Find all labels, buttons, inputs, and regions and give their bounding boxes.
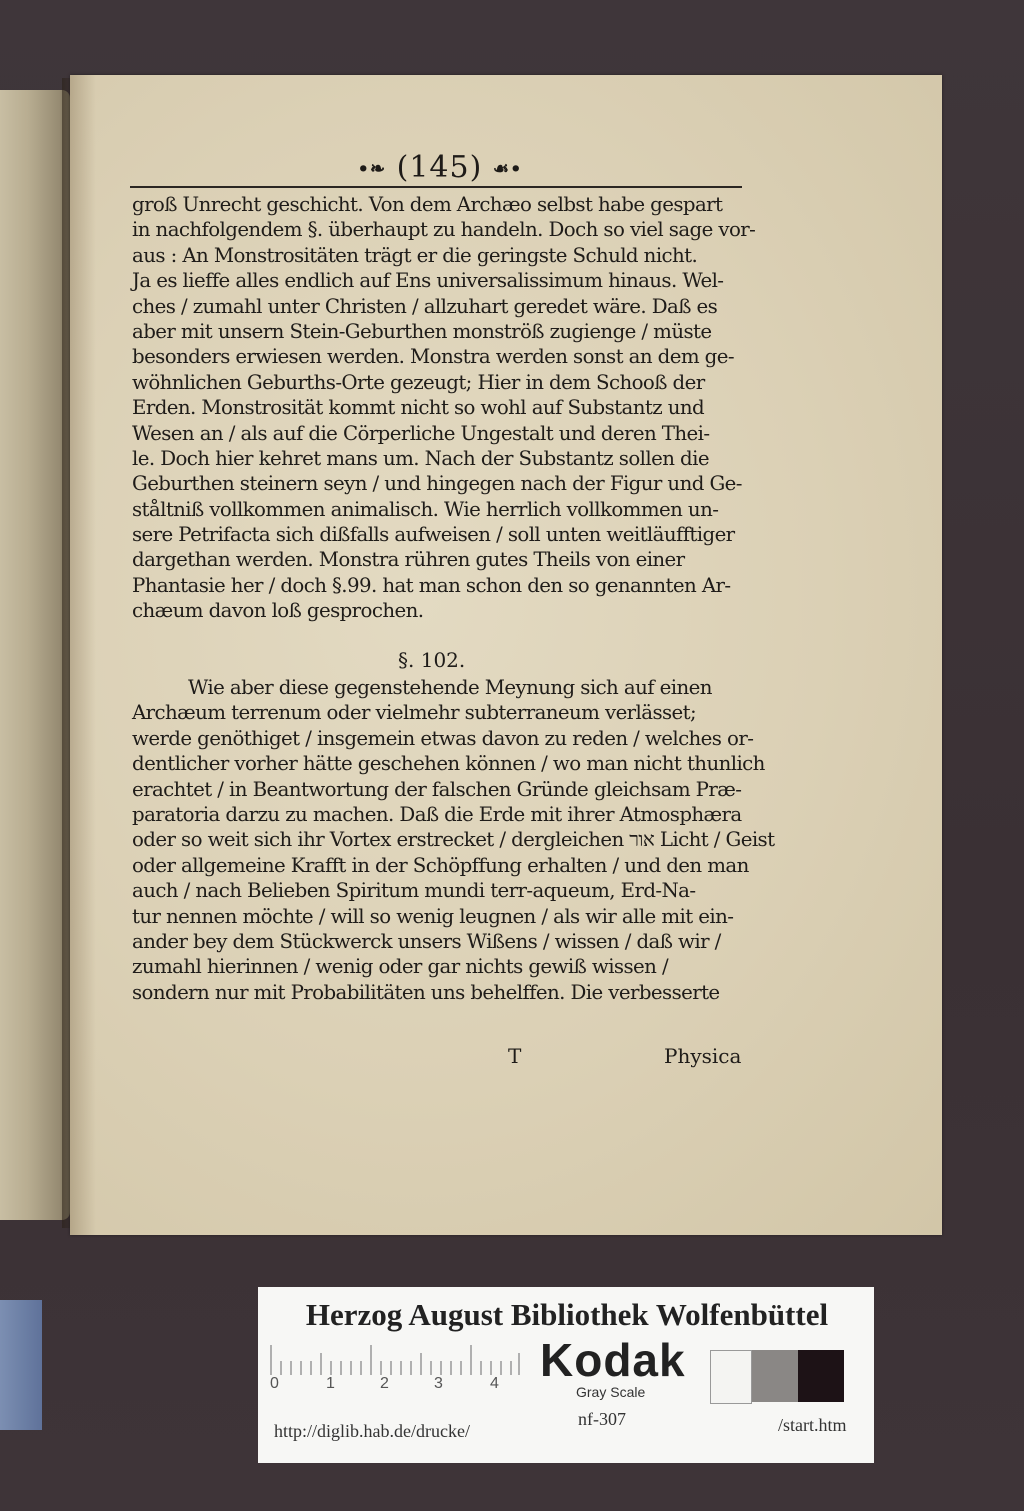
ruler-number: 0 <box>270 1375 279 1392</box>
text-block-2 <box>132 675 775 1005</box>
text-line: sere Petrifacta sich dißfalls aufweisen / soll unten weitläufftiger <box>132 523 735 547</box>
header-ornament-left: •❧ <box>357 158 387 180</box>
swatch-black <box>798 1350 844 1402</box>
text-line: Phantasie her / doch §.99. hat man schon den so genannten Ar- <box>132 573 731 597</box>
swatch-white <box>710 1350 752 1404</box>
kodak-logo: Kodak <box>540 1334 686 1386</box>
library-label-card <box>258 1287 874 1463</box>
signature-mark: T <box>508 1044 522 1068</box>
ruler-number: 1 <box>326 1375 335 1392</box>
text-line: zumahl hierinnen / wenig oder gar nichts gewiß wissen / <box>132 955 669 979</box>
text-line: tur nennen möchte / will so wenig leugnen / als wir alle mit ein- <box>132 904 734 928</box>
text-line: erachtet / in Beantwortung der falschen Gründe gleichsam Præ- <box>132 777 742 801</box>
ruler-number: 4 <box>490 1375 499 1392</box>
page-clip <box>0 1300 42 1430</box>
url-right: /start.htm <box>778 1415 847 1435</box>
text-line: paratoria darzu zu machen. Daß die Erde mit ihrer Atmosphæra <box>132 802 742 826</box>
url-left: http://diglib.hab.de/drucke/ <box>274 1421 470 1441</box>
page-header <box>330 150 550 185</box>
text-line: besonders erwiesen werden. Monstra werden sonst an dem ge- <box>132 345 734 369</box>
scale-ruler <box>270 1343 520 1375</box>
swatch-gray <box>752 1350 798 1402</box>
header-rule <box>130 186 742 188</box>
text-line: aber mit unsern Stein-Geburthen monströß zugienge / müste <box>132 319 712 343</box>
shelfmark: nf-307 <box>578 1409 626 1429</box>
text-line: dargethan werden. Monstra rühren gutes Theils von einer <box>132 548 685 572</box>
text-line: wöhnlichen Geburths-Orte gezeugt; Hier in dem Schooß der <box>132 370 705 394</box>
text-line: Wesen an / als auf die Cörperliche Ungestalt und deren Thei- <box>132 421 710 445</box>
catchword: Physica <box>664 1044 742 1068</box>
text-line: werde genöthiget / insgemein etwas davon zu reden / welches or- <box>132 726 754 750</box>
text-line: chæum davon loß gesprochen. <box>132 599 424 623</box>
text-line: sondern nur mit Probabilitäten uns behelffen. Die verbesserte <box>132 980 720 1004</box>
page-fold-shadow <box>70 75 96 1235</box>
text-line: oder so weit sich ihr Vortex erstrecket / dergleichen אור Licht / Geist <box>132 828 775 852</box>
adjacent-page-edge <box>0 90 70 1220</box>
ruler-numbers <box>270 1375 530 1399</box>
text-line: Erden. Monstrosität kommt nicht so wohl auf Substantz und <box>132 396 705 420</box>
text-line: ander bey dem Stückwerck unsers Wißens / wissen / daß wir / <box>132 929 721 953</box>
header-ornament-right: ☙• <box>492 158 523 180</box>
text-line: groß Unrecht geschicht. Von dem Archæo selbst habe gespart <box>132 193 723 216</box>
gray-scale-label: Gray Scale <box>576 1384 646 1400</box>
ruler-number: 3 <box>434 1375 443 1392</box>
text-line: aus : An Monstrositäten trägt er die geringste Schuld nicht. <box>132 243 698 267</box>
text-line: Archæum terrenum oder vielmehr subterraneum verlässet; <box>132 701 697 725</box>
ruler-number: 2 <box>380 1375 389 1392</box>
text-line: ståltniß vollkommen animalisch. Wie herrlich vollkommen un- <box>132 497 719 521</box>
text-line: Wie aber diese gegenstehende Meynung sich auf einen <box>188 676 712 699</box>
text-line: dentlicher vorher hätte geschehen können / wo man nicht thunlich <box>132 752 765 776</box>
text-line: oder allgemeine Krafft in der Schöpffung erhalten / und den man <box>132 853 749 877</box>
text-line: le. Doch hier kehret mans um. Nach der Substantz sollen die <box>132 446 709 470</box>
library-title: Herzog August Bibliothek Wolfenbüttel <box>305 1297 829 1332</box>
section-heading: §. 102. <box>398 648 466 672</box>
text-line: Ja es lieffe alles endlich auf Ens universalissimum hinaus. Wel- <box>132 269 724 293</box>
text-line: auch / nach Belieben Spiritum mundi terr-aqueum, Erd-Na- <box>132 879 696 903</box>
text-line: in nachfolgendem §. überhaupt zu handeln. Doch so viel sage vor- <box>132 218 756 242</box>
page-number: (145) <box>396 150 483 185</box>
text-block-1 <box>132 192 754 624</box>
text-line: ches / zumahl unter Christen / allzuhart geredet wäre. Daß es <box>132 294 718 318</box>
text-line: Geburthen steinern seyn / und hingegen nach der Figur und Ge- <box>132 472 742 496</box>
